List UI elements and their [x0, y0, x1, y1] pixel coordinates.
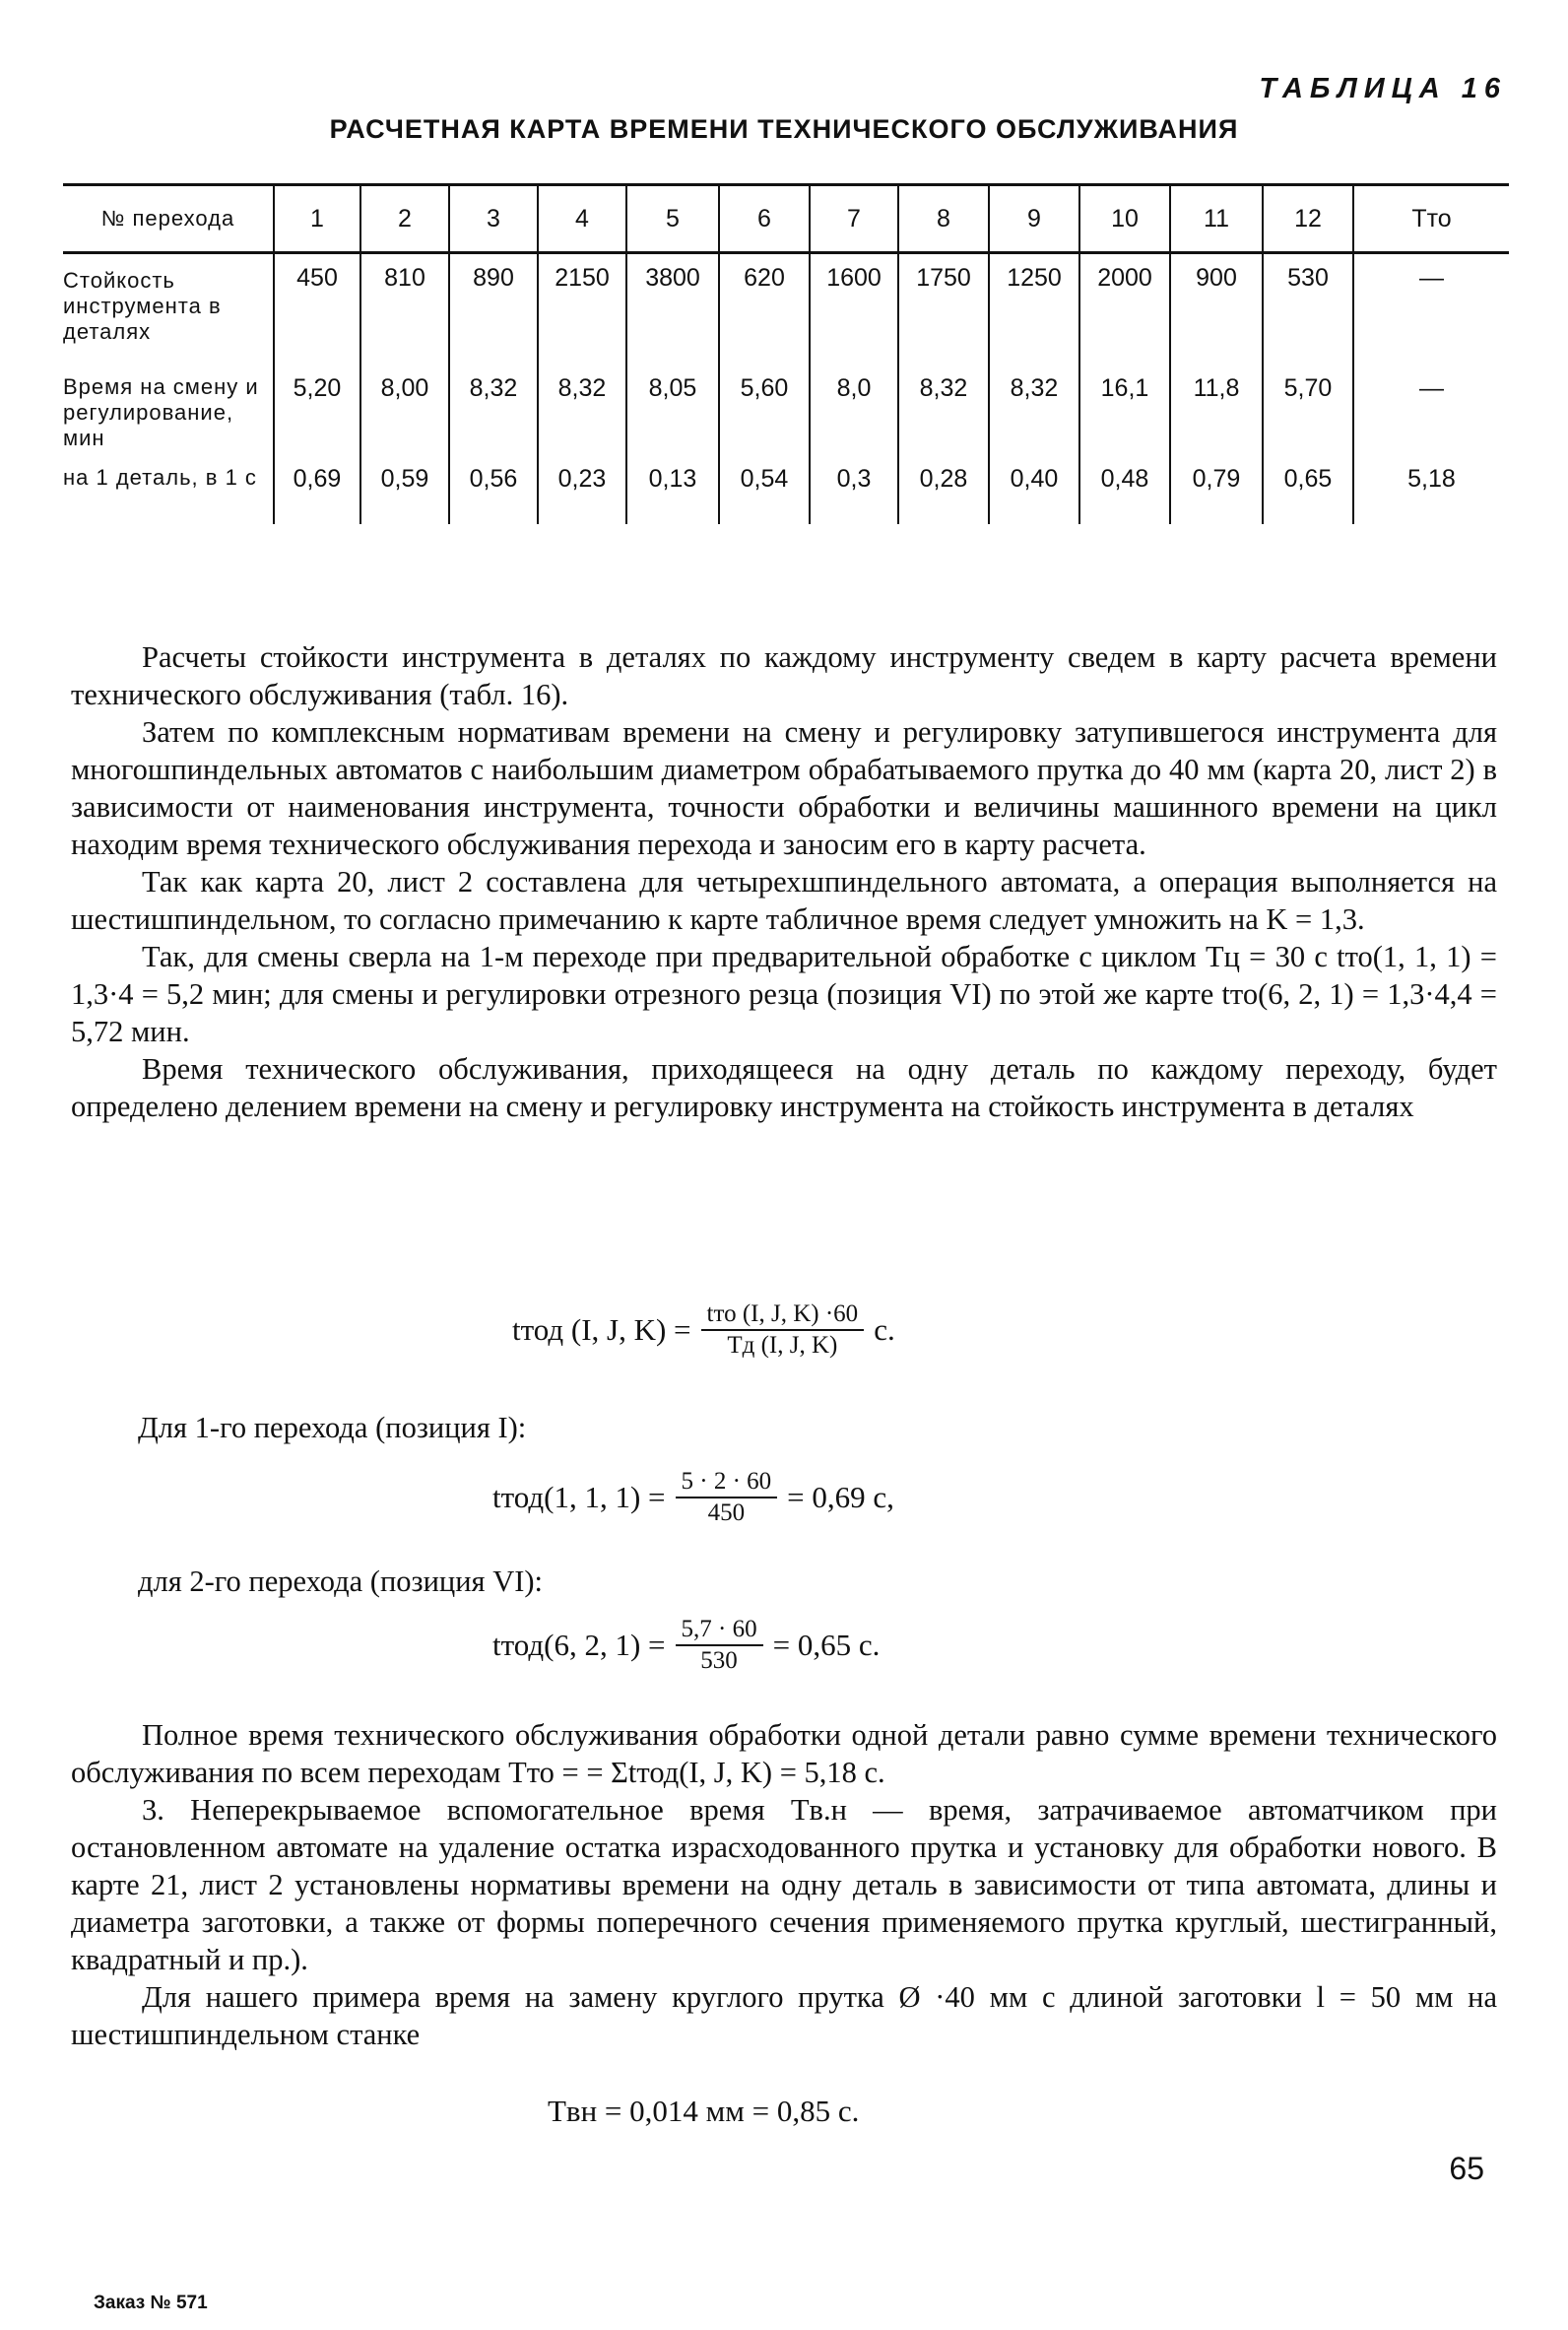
- fraction-numerator: 5,7 · 60: [676, 1616, 763, 1646]
- table-cell: —: [1353, 253, 1509, 371]
- table-cell: 890: [449, 253, 538, 371]
- table-cell: 0,54: [719, 465, 810, 524]
- table-title: РАСЧЕТНАЯ КАРТА ВРЕМЕНИ ТЕХНИЧЕСКОГО ОБСЛУЖИВАНИЯ: [329, 114, 1239, 144]
- table-cell: 0,3: [810, 465, 898, 524]
- body-text-upper: [71, 638, 1497, 1125]
- table-cell: 900: [1170, 253, 1263, 371]
- table-cell: 5,18: [1353, 465, 1509, 524]
- table-cell: 5,20: [274, 370, 360, 465]
- column-header: 6: [719, 185, 810, 253]
- table-cell: 8,05: [626, 370, 719, 465]
- fraction: [676, 1468, 778, 1527]
- table-cell: 11,8: [1170, 370, 1263, 465]
- table-cell: 1750: [898, 253, 989, 371]
- table-cell: 8,32: [989, 370, 1079, 465]
- column-header: 4: [538, 185, 626, 253]
- paragraph: Для нашего примера время на замену круглого прутка Ø ·40 мм с длиной заготовки l = 50 мм на шестишпиндельном станке: [71, 1980, 1497, 2051]
- table-cell: 1600: [810, 253, 898, 371]
- table-cell: 3800: [626, 253, 719, 371]
- table-row: [63, 253, 1509, 371]
- column-header: 8: [898, 185, 989, 253]
- table-cell: 5,60: [719, 370, 810, 465]
- fraction-numerator: tто (I, J, K) ·60: [701, 1300, 865, 1331]
- table-cell: 620: [719, 253, 810, 371]
- table-cell: 1250: [989, 253, 1079, 371]
- column-header: 2: [360, 185, 449, 253]
- fraction-denominator: 530: [700, 1647, 738, 1674]
- formula-first: [492, 1468, 894, 1527]
- row-label: Стойкость инструмента в деталях: [63, 268, 222, 344]
- table-cell: 530: [1263, 253, 1353, 371]
- fraction-denominator: 450: [707, 1499, 746, 1526]
- table-cell: 8,32: [449, 370, 538, 465]
- formula-rhs: = 0,69 с,: [787, 1480, 894, 1514]
- paragraph: Так как карта 20, лист 2 составлена для четырехшпиндельного автомата, а операция выполняется на шестишпиндельном, то согласно примечанию к карте табличное время следует умножить на K = 1,3.: [71, 865, 1497, 936]
- table-cell: 0,79: [1170, 465, 1263, 524]
- paragraph: Затем по комплексным нормативам времени на смену и регулировку затупившегося инструмента для многошпиндельных автоматов с наибольшим диаметром обрабатываемого прутка до 40 мм (карта 20, лист 2) в зависимости от наименования инструмента, точности обработки и величины машинного времени на цикл находим время технического обслуживания перехода и заносим его в карту расчета.: [71, 715, 1497, 861]
- table-cell: 8,32: [538, 370, 626, 465]
- table-cell: 810: [360, 253, 449, 371]
- formula-unit: с.: [874, 1312, 895, 1347]
- table-cell: 16,1: [1079, 370, 1170, 465]
- table-cell: 2150: [538, 253, 626, 371]
- row-label: на 1 деталь, в 1 с: [63, 465, 257, 490]
- page-number: 65: [1449, 2151, 1484, 2186]
- fraction-denominator: Tд (I, J, K): [727, 1332, 838, 1359]
- table-cell: 0,23: [538, 465, 626, 524]
- table-row: [63, 465, 1509, 524]
- table-cell: 0,65: [1263, 465, 1353, 524]
- paragraph: Так, для смены сверла на 1-м переходе при предварительной обработке с циклом Tц = 30 с tто(1, 1, 1) = 1,3·4 = 5,2 мин; для смены и регулировки отрезного резца (позиция VI) по этой же карте tто(6, 2, 1) = 1,3·4,4 = 5,72 мин.: [71, 940, 1497, 1048]
- table-cell: 0,28: [898, 465, 989, 524]
- column-header: 9: [989, 185, 1079, 253]
- column-header: 5: [626, 185, 719, 253]
- formula-general: [512, 1300, 895, 1360]
- table-cell: 2000: [1079, 253, 1170, 371]
- table-cell: 0,40: [989, 465, 1079, 524]
- table-cell: 0,13: [626, 465, 719, 524]
- column-header: 7: [810, 185, 898, 253]
- table-cell: 0,69: [274, 465, 360, 524]
- paragraph: 3. Неперекрываемое вспомогательное время Tв.н — время, затрачиваемое автоматчиком при остановленном автомате на удаление остатка израсходованного прутка и установку для обработки нового. В карте 21, лист 2 установлены нормативы времени на одну деталь в зависимости от типа автомата, длины и диаметра заготовки, а также от формы поперечного сечения применяемого прутка круглый, шестигранный, квадратный и пр.).: [71, 1793, 1497, 1976]
- column-header: 11: [1170, 185, 1263, 253]
- fraction-numerator: 5 · 2 · 60: [676, 1468, 778, 1498]
- first-transition-label: Для 1-го перехода (позиция I):: [138, 1411, 527, 1444]
- column-header: 3: [449, 185, 538, 253]
- table-cell: 450: [274, 253, 360, 371]
- table-cell: 8,00: [360, 370, 449, 465]
- table-cell: 5,70: [1263, 370, 1353, 465]
- second-transition-label: для 2-го перехода (позиция VI):: [138, 1564, 544, 1598]
- table-header-row: [63, 185, 1509, 253]
- table-cell: 0,48: [1079, 465, 1170, 524]
- fraction: [701, 1300, 865, 1360]
- formula-lhs: tтод (I, J, K) =: [512, 1312, 691, 1347]
- paragraph: Время технического обслуживания, приходящееся на одну деталь по каждому переходу, будет определено делением времени на смену и регулировку инструмента на стойкость инструмента в деталях: [71, 1052, 1497, 1123]
- row-label: Время на смену и регулирование, мин: [63, 374, 259, 450]
- table-cell: —: [1353, 370, 1509, 465]
- table-cell: 8,0: [810, 370, 898, 465]
- table-cell: 8,32: [898, 370, 989, 465]
- final-formula: Tвн = 0,014 мм = 0,85 с.: [548, 2094, 860, 2128]
- service-time-table: [63, 183, 1509, 524]
- table-cell: 0,56: [449, 465, 538, 524]
- table-cell: 0,59: [360, 465, 449, 524]
- paragraph: Расчеты стойкости инструмента в деталях по каждому инструменту сведем в карту расчета времени технического обслуживания (табл. 16).: [71, 640, 1497, 711]
- formula-rhs: = 0,65 с.: [772, 1628, 881, 1662]
- paragraph: Полное время технического обслуживания обработки одной детали равно сумме времени технического обслуживания по всем переходам Tто = = Σtтод(I, J, K) = 5,18 с.: [71, 1718, 1497, 1789]
- column-header: № перехода: [63, 185, 274, 253]
- body-text-lower: [71, 1716, 1497, 2053]
- column-header: 12: [1263, 185, 1353, 253]
- table-number-label: ТАБЛИЦА 16: [1259, 73, 1507, 104]
- formula-lhs: tтод(1, 1, 1) =: [492, 1480, 666, 1514]
- print-order-note: Заказ № 571: [94, 2293, 208, 2313]
- column-header: 1: [274, 185, 360, 253]
- column-header: Tто: [1353, 185, 1509, 253]
- column-header: 10: [1079, 185, 1170, 253]
- fraction: [676, 1616, 763, 1675]
- table-row: [63, 370, 1509, 465]
- formula-second: [492, 1616, 880, 1675]
- formula-lhs: tтод(6, 2, 1) =: [492, 1628, 666, 1662]
